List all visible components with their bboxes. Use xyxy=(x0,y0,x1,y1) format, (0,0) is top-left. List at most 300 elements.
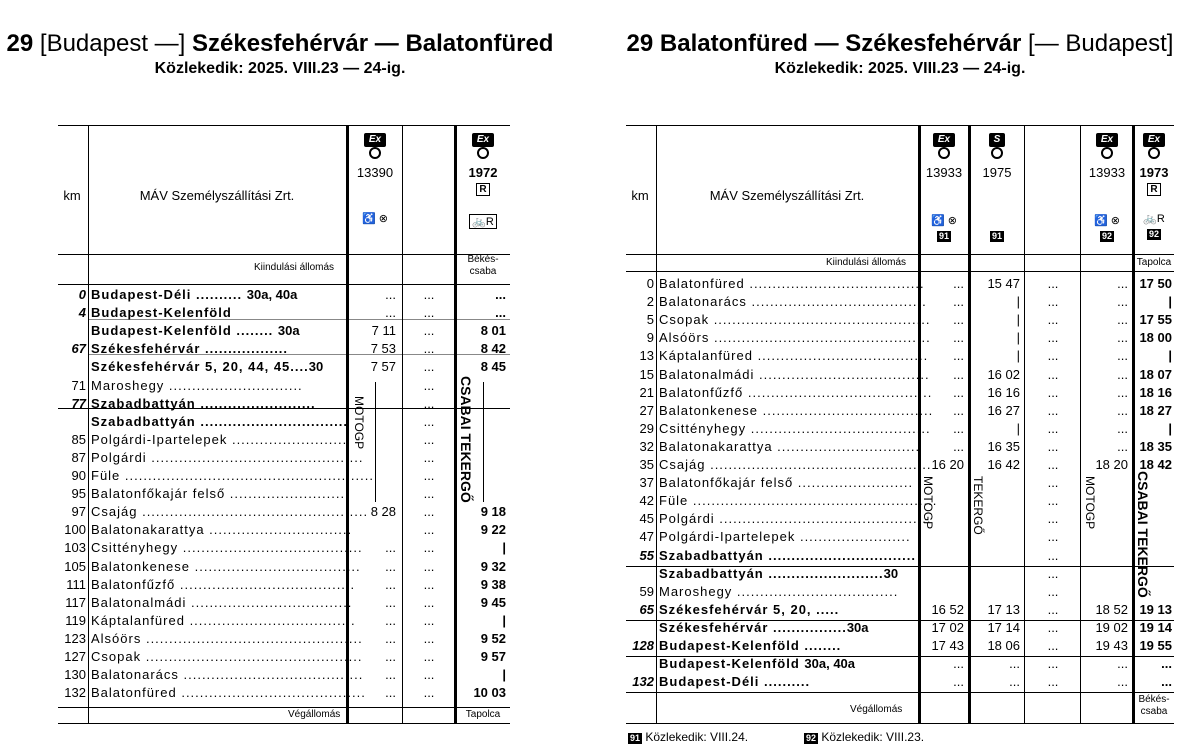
motogp-label: MOTOGP xyxy=(352,396,366,450)
reservation-icon: R xyxy=(1147,183,1160,196)
station-label: Székesfehérvár 5, 20, 44, 45.... xyxy=(91,359,309,375)
table-row xyxy=(626,275,1174,292)
station-name xyxy=(91,539,363,556)
time-cell: 19 14 xyxy=(1139,619,1172,635)
time-cell: | xyxy=(1016,420,1020,436)
badge-wrap xyxy=(970,130,1024,147)
time-col-2: ... xyxy=(423,558,435,574)
time-cell: ... xyxy=(1161,674,1172,690)
circle-icon xyxy=(1101,147,1113,159)
station-label: Balatonalmádi ................................... xyxy=(91,594,353,610)
time-cell: | xyxy=(1168,294,1172,310)
time-cell: ... xyxy=(1117,294,1128,310)
station-label: Maroshegy ............................. xyxy=(91,377,303,393)
time-1972: 8 45 xyxy=(480,359,506,375)
time-cell: ... xyxy=(1047,457,1059,472)
time-13390: 7 11 xyxy=(371,323,396,339)
time-13390: ... xyxy=(385,558,396,574)
train-number: 1972 xyxy=(468,165,498,180)
time-cell: ... xyxy=(1047,402,1059,418)
km-value: 2 xyxy=(646,294,654,310)
depart-label: Kiindulási állomás xyxy=(826,257,907,268)
time-cell: ... xyxy=(1117,276,1128,291)
station-name xyxy=(91,449,364,466)
badge-wrap xyxy=(920,130,968,147)
note-badge: 92 xyxy=(1148,229,1159,239)
table-row xyxy=(58,358,510,375)
time-cell: 15 47 xyxy=(987,276,1020,291)
train-number: 1975 xyxy=(982,165,1012,180)
station-label: Alsóörs ............................................... xyxy=(91,630,363,646)
station-label: Polgárdi .............................................. xyxy=(659,511,932,527)
time-col-2: ... xyxy=(423,612,435,628)
bicycle-reservation-icon: 🚲R xyxy=(469,214,497,229)
time-cell: ... xyxy=(1047,475,1059,491)
time-cell: 18 35 xyxy=(1139,438,1172,454)
table-row xyxy=(626,474,1174,491)
footnote-92: 92 Közlekedik: VIII.23. xyxy=(806,730,925,744)
table-row xyxy=(626,438,1174,455)
time-cell: ... xyxy=(953,348,964,364)
time-cell: | xyxy=(1016,348,1020,364)
table-row xyxy=(58,413,510,430)
table-row xyxy=(626,456,1174,473)
table-row xyxy=(626,510,1174,527)
station-label: Székesfehérvár ................ xyxy=(659,619,847,635)
station-name xyxy=(659,637,914,654)
station-label: Balatonfüred ...................................... xyxy=(659,276,925,291)
time-cell: 17 02 xyxy=(931,619,964,635)
train-number: 13933 xyxy=(925,165,963,180)
circle-icon xyxy=(938,147,950,159)
station-name xyxy=(659,366,930,383)
time-col-2: ... xyxy=(423,540,435,556)
time-cell: ... xyxy=(1047,529,1059,545)
table-row xyxy=(58,630,510,647)
table-row xyxy=(626,402,1174,419)
km-value: 65 xyxy=(639,601,654,617)
train-type-badge: Ex xyxy=(1096,133,1118,147)
km-value: 128 xyxy=(632,638,654,653)
km-value: 67 xyxy=(71,341,86,357)
table-row xyxy=(58,395,510,412)
km-value: 77 xyxy=(71,395,86,411)
time-cell: ... xyxy=(953,384,964,400)
time-cell: ... xyxy=(1047,638,1059,653)
right-table xyxy=(626,125,1174,724)
station-label: Szabadbattyán ................................ xyxy=(91,413,348,429)
ex-badge: Ex xyxy=(472,133,494,147)
time-col-2: ... xyxy=(423,305,435,321)
station-name xyxy=(91,395,341,412)
time-1972: | xyxy=(502,667,506,683)
table-row xyxy=(626,528,1174,545)
km-value: 42 xyxy=(639,493,654,509)
km-value: 97 xyxy=(71,504,86,520)
accessibility-icons: ♿ ⊗ xyxy=(362,213,388,225)
time-cell: ... xyxy=(1047,294,1059,310)
time-cell: 16 42 xyxy=(987,457,1020,472)
table-row xyxy=(58,449,510,466)
time-cell: 16 35 xyxy=(987,438,1020,454)
note-wrap xyxy=(1134,225,1174,240)
sep xyxy=(626,692,1174,693)
time-cell: 18 00 xyxy=(1139,330,1172,346)
time-cell: | xyxy=(1016,312,1020,328)
time-cell: ... xyxy=(1117,656,1128,672)
circle-wrap xyxy=(1082,147,1132,162)
badge-wrap xyxy=(1082,130,1132,147)
station-name xyxy=(91,358,341,375)
station-label: Füle ..................................................... xyxy=(659,493,938,509)
km-value: 95 xyxy=(71,486,86,502)
time-13390: ... xyxy=(385,540,396,556)
time-cell: | xyxy=(1016,330,1020,346)
service-icons xyxy=(970,214,1024,227)
time-1972: 8 42 xyxy=(480,341,506,357)
time-cell: 16 52 xyxy=(931,601,964,617)
table-row xyxy=(626,637,1174,654)
station-name xyxy=(659,619,914,636)
table-row xyxy=(626,492,1174,509)
time-cell: ... xyxy=(1117,384,1128,400)
time-1972: ... xyxy=(495,305,506,321)
station-label: Balatonfőkajár felső ......................... xyxy=(91,486,346,502)
time-1972: 9 57 xyxy=(480,649,506,664)
time-cell: ... xyxy=(1047,348,1059,364)
table-row xyxy=(58,648,510,665)
table-row xyxy=(58,666,510,683)
km-value: 90 xyxy=(71,468,86,483)
left-title: 29 [Budapest —] Székesfehérvár — Balatonfüred xyxy=(6,30,554,57)
station-name xyxy=(659,420,931,437)
time-cell: 17 50 xyxy=(1139,276,1172,291)
time-cell: 19 02 xyxy=(1095,619,1128,635)
table-row xyxy=(626,420,1174,437)
station-name xyxy=(659,329,931,346)
table-row xyxy=(58,558,510,575)
station-name xyxy=(91,413,348,430)
time-cell: 17 14 xyxy=(987,619,1020,635)
time-cell: 17 13 xyxy=(987,601,1020,617)
time-cell: 16 27 xyxy=(987,402,1020,418)
table-row xyxy=(626,293,1174,310)
station-label: Káptalanfüred ..................................... xyxy=(659,348,929,364)
time-cell: 19 13 xyxy=(1139,601,1172,617)
time-cell: ... xyxy=(953,674,964,690)
note-badge: 92 xyxy=(1101,231,1112,241)
station-name xyxy=(91,558,361,575)
station-label: Balatonkenese ..................................... xyxy=(659,402,934,418)
station-label: Szabadbattyán ......................... xyxy=(91,395,316,411)
time-13390: ... xyxy=(385,305,396,321)
time-cell: 19 55 xyxy=(1139,638,1172,653)
time-1972: 10 03 xyxy=(473,685,506,701)
table-row xyxy=(626,619,1174,636)
footnote-91: 91 Közlekedik: VIII.24. xyxy=(630,730,749,744)
time-cell: 18 16 xyxy=(1139,384,1172,400)
station-label: Káptalanfüred .................................... xyxy=(91,612,356,628)
time-1972: 9 52 xyxy=(480,630,506,646)
station-label: Balatonfűzfő ...................................... xyxy=(91,576,356,592)
circle-icon xyxy=(991,147,1003,159)
time-cell: ... xyxy=(1047,330,1059,346)
station-label: Polgárdi-Ipartelepek ......................... xyxy=(91,431,348,447)
time-cell: ... xyxy=(1047,674,1059,690)
time-col-2: ... xyxy=(423,323,435,339)
time-1972: 9 18 xyxy=(480,504,506,520)
time-col-2: ... xyxy=(423,449,435,465)
csabai-tekergo-label: CSABAI TEKERGŐ xyxy=(1135,471,1151,598)
circle-wrap xyxy=(920,147,968,162)
station-name xyxy=(91,648,363,665)
time-cell: ... xyxy=(953,312,964,328)
table-row xyxy=(58,467,510,484)
table-row xyxy=(58,503,510,520)
note-badge: 92 xyxy=(806,733,817,743)
station-name xyxy=(659,311,931,328)
station-name xyxy=(91,666,364,683)
km-value: 100 xyxy=(64,522,86,538)
time-cell: ... xyxy=(1047,547,1059,563)
table-row xyxy=(58,521,510,538)
station-label: Polgárdi .............................................. xyxy=(91,449,364,465)
time-col-2: ... xyxy=(423,685,435,701)
station-name xyxy=(659,384,933,401)
km-value: 37 xyxy=(639,475,654,491)
time-cell: ... xyxy=(1117,438,1128,454)
station-name xyxy=(91,485,346,502)
time-col-2: ... xyxy=(423,468,435,483)
station-name xyxy=(659,673,914,690)
service-icons: ♿ ⊗ xyxy=(1094,215,1120,227)
time-col-2: ... xyxy=(423,522,435,538)
table-row xyxy=(58,431,510,448)
time-cell: ... xyxy=(1117,366,1128,382)
time-cell: 16 20 xyxy=(931,457,964,472)
time-col-2: ... xyxy=(423,287,435,302)
station-label: Maroshegy ................................... xyxy=(659,583,899,599)
time-cell: ... xyxy=(1117,330,1128,346)
station-name xyxy=(659,528,914,545)
km-value: 35 xyxy=(639,457,654,472)
station-label: Balatonakarattya ............................... xyxy=(91,522,353,538)
km-value: 0 xyxy=(78,287,86,302)
table-row xyxy=(58,594,510,611)
station-label: Alsóörs ............................................... xyxy=(659,330,931,346)
connection-ref: 30 xyxy=(308,359,324,375)
km-value: 45 xyxy=(639,511,654,527)
km-value: 0 xyxy=(646,276,654,291)
table-row xyxy=(58,286,510,303)
station-label: Balatonfüred ........................................ xyxy=(91,685,366,701)
train-type-badge: Ex xyxy=(933,133,955,147)
km-value: 27 xyxy=(639,402,654,418)
table-row xyxy=(626,601,1174,618)
km-value: 123 xyxy=(64,630,86,646)
time-cell: ... xyxy=(1047,312,1059,328)
km-value: 59 xyxy=(639,583,654,599)
station-label: Csopak ............................................... xyxy=(659,312,931,328)
table-row xyxy=(626,384,1174,401)
km-value: 117 xyxy=(65,594,86,610)
time-cell: ... xyxy=(1047,601,1059,617)
time-cell: ... xyxy=(1047,511,1059,527)
train-type-badge: Ex xyxy=(1143,133,1165,147)
station-name xyxy=(91,503,369,520)
station-name xyxy=(91,322,341,339)
right-timetable xyxy=(600,0,1200,756)
time-cell: ... xyxy=(1117,402,1128,418)
station-label: Csopak ............................................... xyxy=(91,649,363,664)
time-cell: 18 52 xyxy=(1095,601,1128,617)
table-row xyxy=(626,583,1174,600)
train-13390-header xyxy=(348,130,402,225)
time-col-2: ... xyxy=(423,395,435,411)
time-1972: 8 01 xyxy=(480,323,506,339)
station-name xyxy=(659,474,914,491)
right-title: 29 Balatonfüred — Székesfehérvár [— Budapest] xyxy=(626,30,1174,57)
station-name xyxy=(659,438,921,455)
station-name xyxy=(659,510,932,527)
table-row xyxy=(58,485,510,502)
km-value: 29 xyxy=(639,420,654,436)
left-table xyxy=(58,125,510,724)
time-13390: ... xyxy=(385,612,396,628)
station-label: Csittényhegy ....................................... xyxy=(659,420,931,436)
time-cell: ... xyxy=(1047,384,1059,400)
time-cell: | xyxy=(1016,294,1020,310)
station-label: Balatonfűzfő ........................................ xyxy=(659,384,933,400)
station-name xyxy=(659,565,914,582)
station-label: Balatonakarattya ............................... xyxy=(659,438,921,454)
csabai-tekergo-label: CSABAI TEKERGŐ xyxy=(458,376,474,503)
left-subtitle: Közlekedik: 2025. VIII.23 — 24-ig. xyxy=(154,60,406,77)
time-cell: ... xyxy=(1117,348,1128,364)
origin-1973: Tapolca xyxy=(1136,257,1172,268)
time-col-2: ... xyxy=(423,649,435,664)
station-label: Balatonkenese .................................... xyxy=(91,558,361,574)
km-value: 13 xyxy=(639,348,654,364)
time-13390: ... xyxy=(385,667,396,683)
km-value: 21 xyxy=(639,384,654,400)
km-value: 119 xyxy=(65,612,86,628)
station-name xyxy=(91,594,353,611)
km-value: 111 xyxy=(66,576,86,592)
table-row xyxy=(626,547,1174,564)
time-cell: 18 07 xyxy=(1139,366,1172,382)
time-cell: ... xyxy=(1117,312,1128,328)
train-header xyxy=(1082,130,1132,242)
dest-1972: Tapolca xyxy=(465,709,501,720)
note-badge: 91 xyxy=(938,231,949,241)
time-col-2: ... xyxy=(423,341,435,357)
time-cell: ... xyxy=(1047,583,1059,599)
station-name xyxy=(91,521,353,538)
connection-ref: 30a xyxy=(277,323,300,339)
station-name xyxy=(659,655,914,672)
station-name xyxy=(91,467,374,484)
time-13390: ... xyxy=(385,287,396,302)
time-cell: 17 43 xyxy=(931,638,964,653)
time-cell: ... xyxy=(1047,420,1059,436)
time-13390: ... xyxy=(385,630,396,646)
time-cell: ... xyxy=(953,420,964,436)
table-row xyxy=(58,539,510,556)
station-label: Balatonarács ...................................... xyxy=(659,294,927,310)
station-name xyxy=(659,293,927,310)
time-cell: ... xyxy=(953,366,964,382)
station-label: Budapest-Kelenföld ........ xyxy=(91,323,278,339)
time-cell: ... xyxy=(953,656,964,672)
time-col-2: ... xyxy=(423,359,435,375)
station-name xyxy=(91,304,341,321)
time-cell: ... xyxy=(953,276,964,291)
station-label: Budapest-Kelenföld ........ xyxy=(659,638,842,653)
motogp-label: MOTOGP xyxy=(1083,476,1097,530)
station-name xyxy=(659,547,914,564)
train-header xyxy=(920,130,968,242)
time-cell: | xyxy=(1168,420,1172,436)
station-name xyxy=(659,456,932,473)
station-label: Budapest-Déli .......... xyxy=(91,287,247,302)
table-row xyxy=(58,684,510,701)
km-value: 47 xyxy=(639,529,654,545)
time-13390: ... xyxy=(385,685,396,701)
station-name xyxy=(91,576,356,593)
train-number: 1973 xyxy=(1139,165,1169,180)
note-wrap xyxy=(970,227,1024,242)
time-cell: ... xyxy=(1047,619,1059,635)
time-cell: ... xyxy=(1047,565,1059,581)
train-header xyxy=(1134,130,1174,240)
station-label: Csajág ................................................ xyxy=(659,457,932,472)
time-cell: 18 27 xyxy=(1139,402,1172,418)
time-cell: ... xyxy=(1161,656,1172,672)
station-name xyxy=(659,402,934,419)
table-row xyxy=(58,377,510,394)
connection-ref: 30a xyxy=(846,619,869,635)
time-col-2: ... xyxy=(423,667,435,683)
time-1972: 9 22 xyxy=(480,522,506,538)
station-name xyxy=(659,275,925,292)
station-label: Balatonalmádi ..................................... xyxy=(659,366,930,382)
table-row xyxy=(58,612,510,629)
time-13390: ... xyxy=(385,576,396,592)
tekergo-label: TEKERGŐ xyxy=(971,476,985,535)
connection-ref: 30 xyxy=(883,565,899,581)
time-col-2: ... xyxy=(423,594,435,610)
km-value: 132 xyxy=(632,674,654,690)
time-cell: 16 02 xyxy=(987,366,1020,382)
km-value: 9 xyxy=(646,330,654,346)
time-cell: 18 42 xyxy=(1139,457,1172,472)
reservation-icon: R xyxy=(476,183,489,196)
table-row xyxy=(626,565,1174,582)
station-name xyxy=(91,286,341,303)
km-value: 87 xyxy=(71,449,86,465)
time-1972: | xyxy=(502,612,506,628)
time-cell: ... xyxy=(1047,366,1059,382)
service-icons: ♿ ⊗ xyxy=(931,215,957,227)
time-cell: 18 06 xyxy=(987,638,1020,653)
right-header xyxy=(626,126,1174,255)
time-cell: ... xyxy=(1117,674,1128,690)
station-name xyxy=(91,377,341,394)
station-name xyxy=(659,347,929,364)
time-1972: 9 45 xyxy=(480,594,506,610)
time-13390: ... xyxy=(385,649,396,664)
